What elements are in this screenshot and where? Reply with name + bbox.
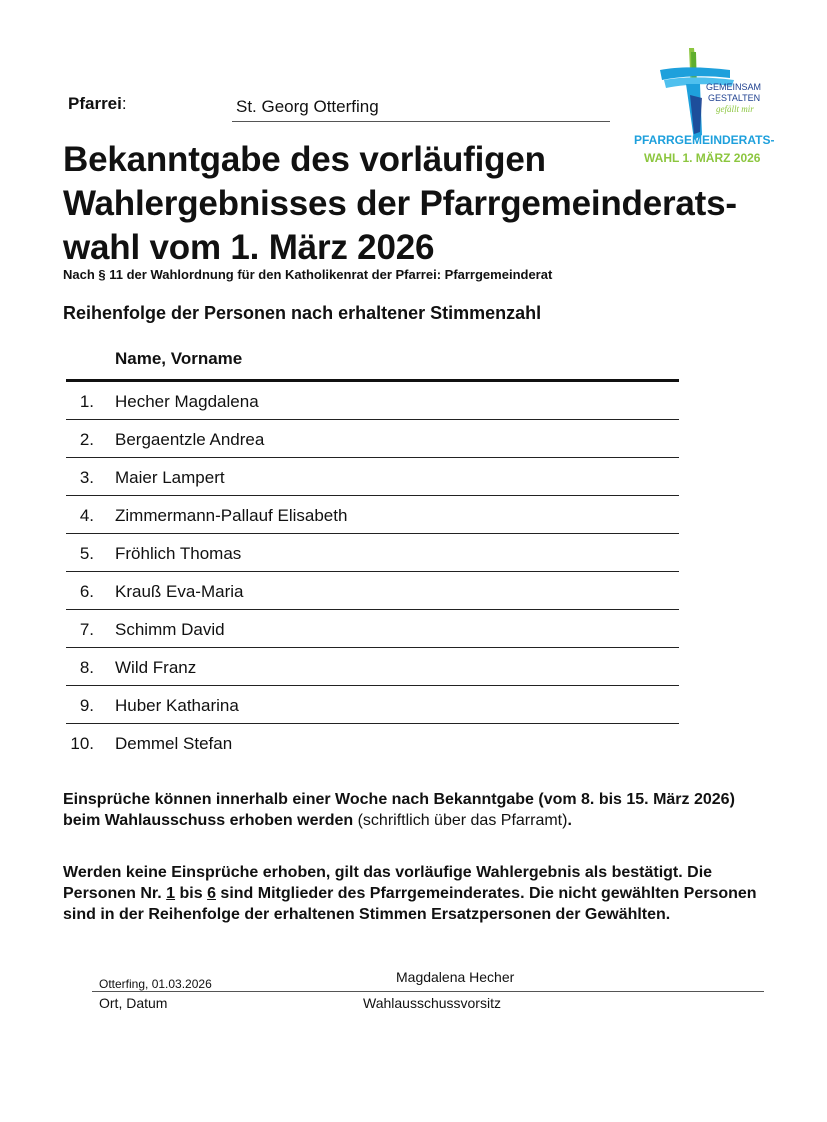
signatory-name: Magdalena Hecher [396, 969, 515, 985]
table-row: 6. Krauß Eva-Maria [66, 572, 679, 610]
svg-text:GEMEINSAM: GEMEINSAM [706, 82, 762, 92]
table-row: 2. Bergaentzle Andrea [66, 420, 679, 458]
svg-text:gefällt mir: gefällt mir [716, 104, 754, 114]
table-row: 5. Fröhlich Thomas [66, 534, 679, 572]
table-row: 7. Schimm David [66, 610, 679, 648]
signature-line [92, 991, 764, 992]
svg-text:WAHL 1. MÄRZ 2026: WAHL 1. MÄRZ 2026 [644, 151, 761, 165]
column-header-name: Name, Vorname [115, 349, 243, 368]
table-row: 1. Hecher Magdalena [66, 382, 679, 420]
title-line-1: Bekanntgabe des vorläufigen [63, 140, 546, 179]
table-row: 10. Demmel Stefan [70, 734, 233, 753]
role-label: Wahlausschussvorsitz [363, 995, 501, 1011]
title-line-2: Wahlergebnisses der Pfarrgemeinderats- [63, 184, 737, 223]
svg-text:GESTALTEN: GESTALTEN [708, 93, 761, 103]
section-title: Reihenfolge der Personen nach erhaltener Stimmenzahl [63, 303, 542, 323]
pfarrei-value: St. Georg Otterfing [236, 97, 379, 116]
page-title [63, 138, 763, 270]
place-date-label: Ort, Datum [99, 995, 168, 1011]
table-row: 9. Huber Katharina [66, 686, 679, 724]
table-row: 3. Maier Lampert [66, 458, 679, 496]
confirmation-notice: Werden keine Einsprüche erhoben, gilt das vorläufige Wahlergebnis als bestätigt. Die Personen Nr. 1 bis 6 sind Mitglieder des Pfarrgemeinderates. Die nicht gewählten Personen sind in der Reihenfolge der erhaltenen Stimmen Ersatzpersonen der Gewählten. [63, 864, 757, 923]
place-date-value: Otterfing, 01.03.2026 [99, 977, 212, 991]
results-table [66, 347, 679, 761]
pfarrei-underline [232, 121, 610, 122]
title-line-3: wahl vom 1. März 2026 [63, 228, 435, 267]
objection-notice: Einsprüche können innerhalb einer Woche nach Bekanntgabe (vom 8. bis 15. März 2026) beim Wahlausschuss erhoben werden (schriftlich über das Pfarramt). [63, 791, 735, 829]
table-row: 8. Wild Franz [66, 648, 679, 686]
table-row: 4. Zimmermann-Pallauf Elisabeth [66, 496, 679, 534]
legal-subtitle: Nach § 11 der Wahlordnung für den Katholikenrat der Pfarrei: Pfarrgemeinderat [63, 267, 553, 282]
svg-text:PFARRGEMEINDERATS-: PFARRGEMEINDERATS- [634, 133, 775, 147]
pfarrei-label: Pfarrei: [68, 94, 127, 113]
table-header [66, 347, 679, 382]
